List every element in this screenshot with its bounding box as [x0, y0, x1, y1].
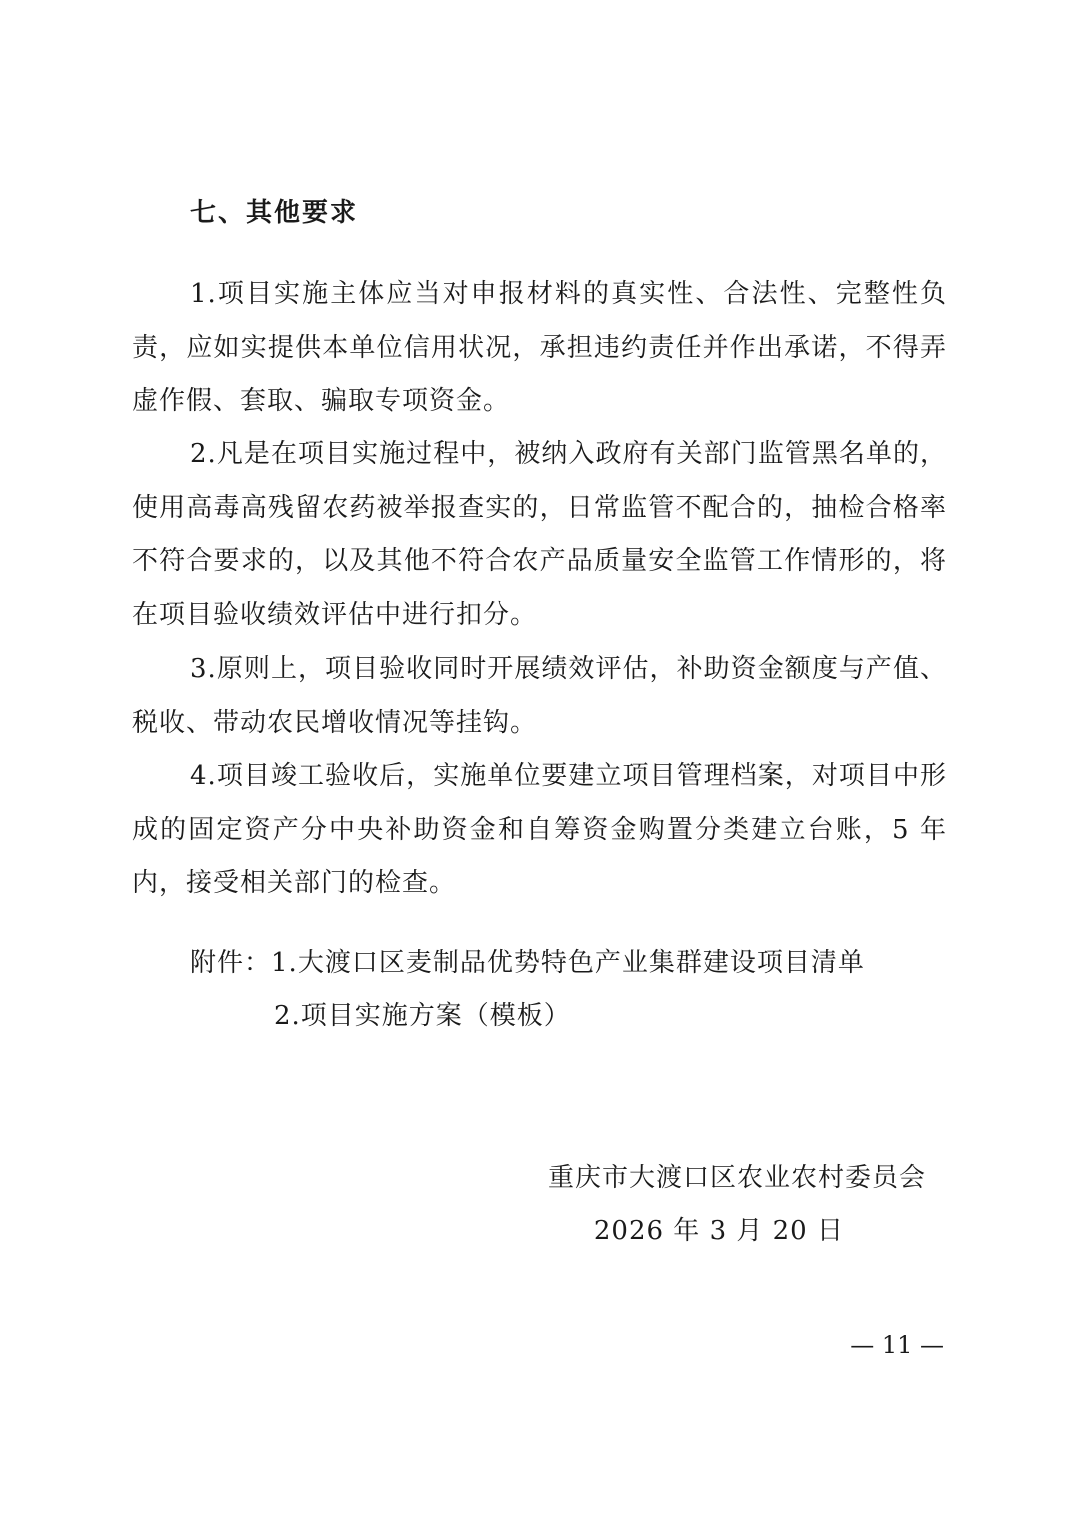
attachment-item-2: 2.项目实施方案（模板）	[274, 1001, 571, 1031]
attachments-line-1	[190, 937, 865, 989]
attachment-item-1: 1.大渡口区麦制品优势特色产业集群建设项目清单	[271, 948, 865, 978]
page-number: — 11 —	[850, 1331, 944, 1359]
paragraph-1: 1.项目实施主体应当对申报材料的真实性、合法性、完整性负责，应如实提供本单位信用状况，承担违约责任并作出承诺，不得弄虚作假、套取、骗取专项资金。	[132, 279, 947, 416]
signature-organization: 重庆市大渡口区农业农村委员会	[547, 1163, 926, 1193]
paragraph-4: 4.项目竣工验收后，实施单位要建立项目管理档案，对项目中形成的固定资产分中央补助资金和自筹资金购置分类建立台账，5 年内，接受相关部门的检查。	[132, 761, 947, 898]
attachments-label: 附件：	[190, 948, 272, 978]
section-heading: 七、其他要求	[190, 198, 359, 228]
paragraph-2: 2.凡是在项目实施过程中，被纳入政府有关部门监管黑名单的，使用高毒高残留农药被举报查实的，日常监管不配合的，抽检合格率不符合要求的，以及其他不符合农产品质量安全监管工作情形的，将在项目验收绩效评估中进行扣分。	[132, 439, 947, 630]
paragraph-3: 3.原则上，项目验收同时开展绩效评估，补助资金额度与产值、税收、带动农民增收情况等挂钩。	[132, 654, 947, 738]
signature-date: 2026 年 3 月 20 日	[593, 1216, 844, 1246]
